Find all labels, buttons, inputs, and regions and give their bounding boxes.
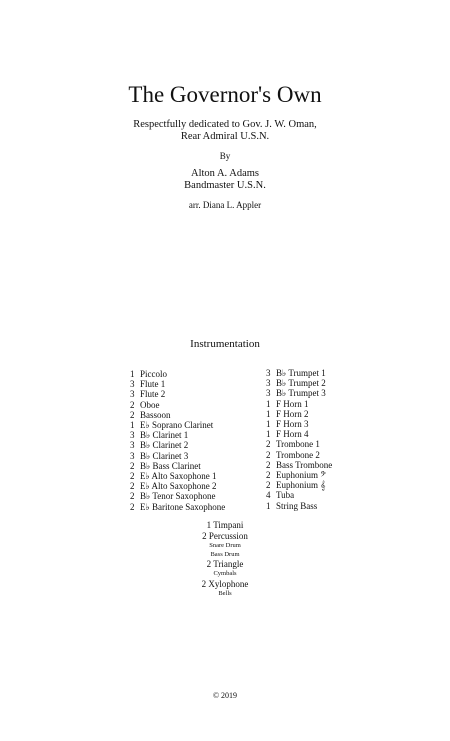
instrument-item (266, 409, 332, 419)
instrument-name: Flute 2 (140, 389, 166, 400)
instrument-item (266, 419, 332, 429)
instrument-quantity: 1 (266, 408, 271, 419)
instrument-quantity: 2 (266, 459, 271, 470)
instrument-list-left (130, 369, 225, 512)
instrument-name: Piccolo (140, 369, 167, 379)
instrument-name: Euphonium 𝄢 (276, 470, 327, 481)
percussion-part: 2 Percussion (202, 531, 248, 541)
instrument-name: E♭ Alto Saxophone 2 (140, 481, 217, 492)
instrument-item (266, 439, 332, 449)
instrument-item (266, 399, 332, 409)
instrument-item (130, 389, 225, 399)
instrument-item (266, 388, 332, 398)
page-title: The Governor's Own (128, 82, 322, 107)
instrument-name: B♭ Clarinet 2 (140, 440, 189, 451)
instrument-quantity: 3 (266, 368, 271, 378)
instrument-quantity: 3 (130, 389, 135, 400)
instrument-quantity: 2 (266, 449, 271, 460)
instrument-name: B♭ Trumpet 1 (276, 368, 326, 378)
dedication-line-2: Rear Admiral U.S.N. (180, 131, 270, 142)
instrument-name: F Horn 3 (276, 419, 309, 430)
instrument-quantity: 3 (130, 450, 135, 461)
instrument-item (130, 430, 225, 440)
instrument-quantity: 1 (130, 420, 135, 431)
instrument-name: Trombone 2 (276, 449, 320, 460)
instrument-item (130, 369, 225, 379)
instrument-quantity: 1 (266, 419, 271, 430)
instrument-item (130, 400, 225, 410)
instrument-quantity: 3 (266, 388, 271, 399)
instrument-item (130, 410, 225, 420)
instrument-name: B♭ Clarinet 3 (140, 450, 189, 461)
instrument-name: F Horn 4 (276, 429, 309, 440)
instrument-item (130, 502, 225, 512)
instrument-quantity: 2 (130, 491, 135, 502)
instrument-quantity: 1 (266, 398, 271, 409)
instrument-name: E♭ Baritone Saxophone (140, 501, 226, 512)
instrument-name: E♭ Soprano Clarinet (140, 420, 214, 431)
instrument-name: B♭ Tenor Saxophone (140, 491, 216, 502)
instrument-name: Bass Trombone (276, 459, 333, 470)
instrument-quantity: 2 (130, 460, 135, 471)
percussion-part: 1 Timpani (206, 520, 244, 530)
instrument-quantity: 4 (266, 490, 271, 501)
instrument-name: B♭ Trumpet 2 (276, 378, 326, 389)
instrument-name: Flute 1 (140, 379, 166, 390)
instrument-quantity: 1 (266, 500, 271, 511)
instrument-quantity: 3 (130, 440, 135, 451)
percussion-part: 2 Xylophone (201, 578, 249, 589)
instrument-name: F Horn 2 (276, 408, 309, 419)
instrument-item (130, 461, 225, 471)
instrument-quantity: 3 (130, 379, 135, 390)
instrument-name: Tuba (276, 490, 295, 501)
instrument-quantity: 1 (266, 429, 271, 440)
instrumentation-heading: Instrumentation (190, 338, 260, 350)
arranger-credit: arr. Diana L. Appler (188, 200, 262, 210)
instrument-item (130, 451, 225, 461)
instrument-name: B♭ Bass Clarinet (140, 460, 201, 471)
instrument-item (266, 450, 332, 460)
instrument-name: B♭ Clarinet 1 (140, 430, 189, 441)
instrument-quantity: 2 (266, 470, 271, 481)
instrument-name: B♭ Trumpet 3 (276, 388, 326, 399)
percussion-list (0, 520, 450, 598)
instrument-name: Trombone 1 (276, 439, 320, 450)
percussion-instrument: Cymbals (213, 570, 237, 577)
instrument-name: Bassoon (140, 409, 171, 420)
instrument-item (266, 490, 332, 500)
instrument-item (266, 378, 332, 388)
instrument-name: F Horn 1 (276, 398, 309, 409)
instrument-name: String Bass (276, 500, 318, 511)
percussion-instrument: Snare Drum (209, 542, 241, 549)
instrument-quantity: 1 (130, 369, 135, 379)
instrument-item (130, 471, 225, 481)
instrument-quantity: 2 (130, 501, 135, 512)
instrument-quantity: 2 (266, 480, 271, 491)
instrument-item (266, 460, 332, 470)
instrument-item (130, 420, 225, 430)
instrument-item (130, 440, 225, 450)
instrument-item (266, 470, 332, 480)
instrument-item (266, 429, 332, 439)
composer-title: Bandmaster U.S.N. (184, 180, 266, 191)
by-label: By (219, 151, 231, 161)
instrument-item (130, 491, 225, 501)
percussion-instrument: Bass Drum (210, 550, 240, 558)
instrument-name: Oboe (140, 399, 160, 410)
instrument-quantity: 3 (266, 378, 271, 389)
instrument-list-right (266, 368, 332, 511)
instrument-name: Euphonium 𝄞 (276, 480, 326, 491)
copyright-notice: © 2019 (212, 691, 238, 700)
instrument-item (266, 368, 332, 378)
instrument-item (130, 379, 225, 389)
instrument-item (266, 480, 332, 490)
instrument-item (266, 501, 332, 511)
instrument-quantity: 2 (266, 439, 271, 450)
instrument-item (130, 481, 225, 491)
percussion-instrument: Bells (218, 589, 232, 597)
instrument-quantity: 3 (130, 430, 135, 441)
dedication-line-1: Respectfully dedicated to Gov. J. W. Oman, (133, 119, 317, 130)
composer-name: Alton A. Adams (191, 168, 259, 179)
percussion-part: 2 Triangle (206, 559, 244, 569)
instrument-quantity: 2 (130, 399, 135, 410)
instrument-quantity: 2 (130, 409, 135, 420)
instrument-quantity: 2 (130, 481, 135, 492)
instrument-name: E♭ Alto Saxophone 1 (140, 471, 217, 482)
instrument-quantity: 2 (130, 471, 135, 482)
